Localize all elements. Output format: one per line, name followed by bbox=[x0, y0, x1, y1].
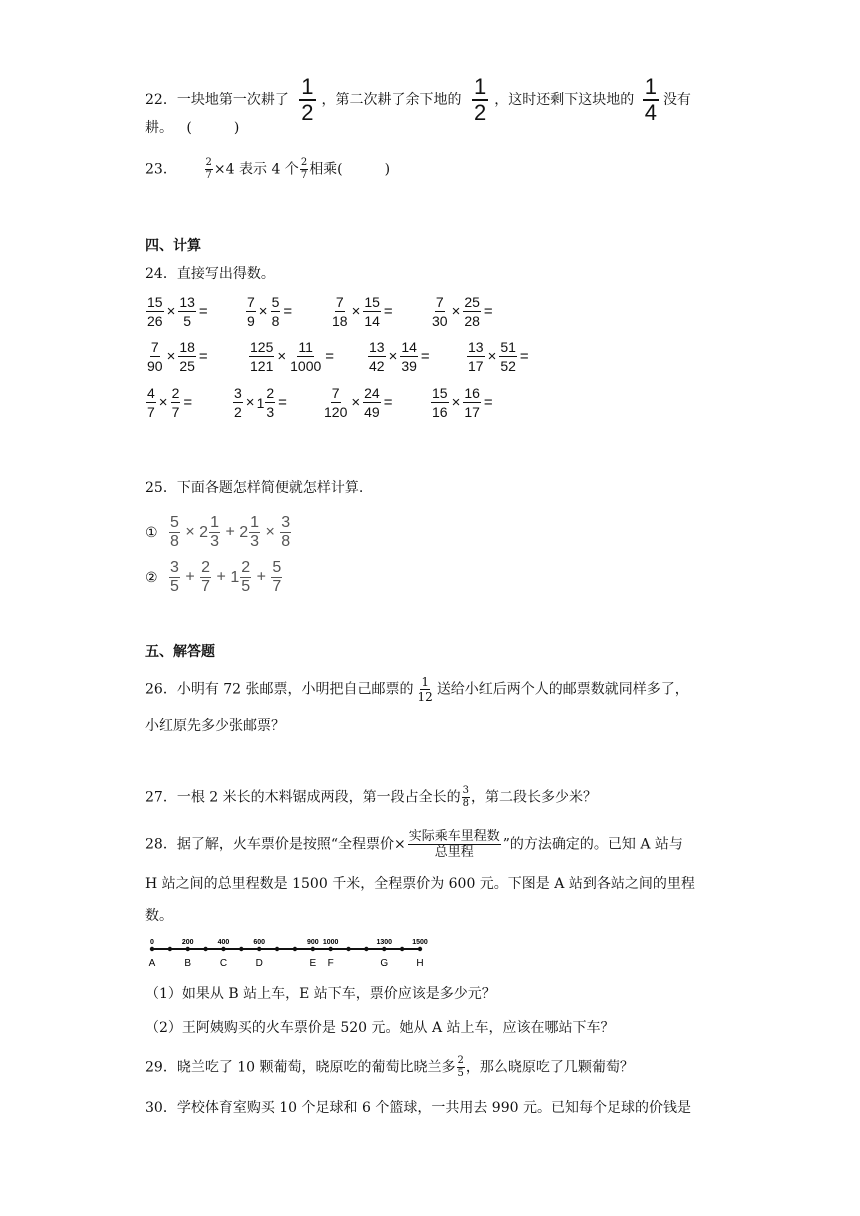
times-sign: × bbox=[351, 303, 361, 320]
q26-text-1: 26．小明有 72 张邮票，小明把自己邮票的 bbox=[145, 681, 414, 698]
q28-text-1: 28．据了解，火车票价是按照“全程票价× bbox=[145, 836, 406, 853]
calc-item bbox=[248, 340, 336, 373]
denominator: 12 bbox=[417, 690, 433, 704]
denominator: 2 bbox=[301, 100, 314, 125]
numerator: 7 bbox=[335, 294, 344, 310]
station-label: F bbox=[327, 958, 334, 969]
numerator: 14 bbox=[401, 339, 417, 355]
numerator: 2 bbox=[266, 385, 275, 401]
q27-text-1: 27．一根 2 米长的木料锯成两段，第一段占全长的 bbox=[145, 789, 461, 806]
times-sign: × bbox=[388, 348, 398, 365]
calc-item bbox=[330, 295, 395, 328]
numerator: 7 bbox=[435, 294, 444, 310]
fraction bbox=[271, 560, 282, 595]
numerator: 1 bbox=[473, 74, 487, 99]
question-22-cont bbox=[145, 118, 239, 138]
fraction bbox=[146, 295, 164, 328]
denominator: 52 bbox=[500, 358, 516, 374]
operator: + bbox=[185, 568, 195, 586]
q22-text-5: 耕。 bbox=[145, 120, 173, 136]
question-number: 23． bbox=[145, 161, 177, 178]
question-27 bbox=[145, 786, 597, 809]
section-heading-4: 四、计算 bbox=[145, 238, 201, 254]
equals-sign: = bbox=[278, 394, 287, 411]
fraction bbox=[280, 515, 291, 550]
whole-part: 1 bbox=[230, 568, 240, 586]
fraction bbox=[205, 158, 213, 181]
fraction bbox=[323, 386, 348, 419]
question-28-sub-1: （1）如果从 B 站上车，E 站下车，票价应该是多少元？ bbox=[145, 986, 496, 1002]
calc-item bbox=[145, 386, 194, 419]
q28-text-2: ”的方法确定的。已知 A 站与 bbox=[502, 836, 683, 853]
denominator: 8 bbox=[271, 313, 280, 329]
denominator: 3 bbox=[266, 404, 275, 420]
station-label: G bbox=[380, 958, 389, 969]
question-23 bbox=[145, 158, 390, 181]
denominator: 30 bbox=[432, 313, 448, 329]
tick-dot bbox=[328, 947, 332, 951]
fraction bbox=[289, 340, 322, 373]
fraction bbox=[463, 386, 481, 419]
numerator: 11 bbox=[298, 339, 313, 355]
calc-item bbox=[430, 386, 495, 419]
station-label: E bbox=[309, 958, 317, 969]
denominator: 4 bbox=[644, 100, 657, 125]
numerator: 3 bbox=[462, 785, 469, 796]
fraction bbox=[240, 560, 251, 595]
numerator: 2 bbox=[205, 157, 212, 168]
answer-blank[interactable]: ( ) bbox=[186, 120, 240, 136]
tick-dot bbox=[293, 947, 297, 951]
tick-dot bbox=[275, 947, 279, 951]
question-29 bbox=[145, 1056, 634, 1079]
numerator: 1 bbox=[210, 514, 219, 531]
fraction bbox=[246, 295, 256, 328]
numerator: 25 bbox=[464, 294, 480, 310]
fraction bbox=[431, 386, 449, 419]
question-26-cont: 小红原先多少张邮票？ bbox=[145, 718, 285, 734]
numerator: 1 bbox=[301, 74, 314, 99]
times-sign: × bbox=[245, 394, 255, 411]
calc-item bbox=[145, 295, 210, 328]
denominator: 120 bbox=[324, 404, 348, 420]
fraction bbox=[146, 386, 156, 419]
tick-dot bbox=[168, 947, 172, 951]
denominator: 7 bbox=[201, 578, 211, 595]
numerator: 2 bbox=[201, 559, 211, 576]
fraction bbox=[178, 295, 196, 328]
station-label: D bbox=[255, 958, 263, 969]
fraction bbox=[472, 76, 488, 124]
equals-sign: = bbox=[483, 303, 493, 320]
q23-text-2: 相乘( ) bbox=[309, 161, 391, 178]
fraction bbox=[200, 560, 211, 595]
question-25-title: 25．下面各题怎样简便就怎样计算. bbox=[145, 480, 364, 496]
numerator: 15 bbox=[147, 294, 163, 310]
denominator: 17 bbox=[468, 358, 484, 374]
numerator: 125 bbox=[250, 339, 274, 355]
denominator: 17 bbox=[464, 404, 480, 420]
km-label: 1300 bbox=[376, 939, 393, 946]
fraction bbox=[331, 295, 349, 328]
calc-item bbox=[430, 295, 495, 328]
denominator: 121 bbox=[250, 358, 274, 374]
denominator: 7 bbox=[147, 404, 155, 420]
fraction bbox=[271, 295, 281, 328]
fraction bbox=[467, 340, 485, 373]
numerator: 18 bbox=[179, 339, 195, 355]
operator: + bbox=[225, 523, 235, 541]
tick-dot bbox=[346, 947, 350, 951]
numerator: 16 bbox=[464, 385, 480, 401]
fraction bbox=[400, 340, 418, 373]
tick-dot bbox=[221, 947, 225, 951]
q29-text-1: 29．晓兰吃了 10 颗葡萄，晓原吃的葡萄比晓兰多 bbox=[145, 1059, 456, 1076]
question-28-line-3: 数。 bbox=[145, 908, 173, 924]
calc-item bbox=[145, 340, 210, 373]
numerator: 1 bbox=[421, 675, 429, 689]
denominator: 7 bbox=[272, 578, 282, 595]
numerator: 2 bbox=[457, 1055, 464, 1066]
item-marker: ② bbox=[145, 569, 158, 586]
tick-dot bbox=[203, 947, 207, 951]
fraction bbox=[643, 76, 659, 124]
fraction bbox=[457, 1056, 465, 1079]
denominator: 5 bbox=[457, 1068, 464, 1079]
numerator: 24 bbox=[364, 385, 380, 401]
numerator: 1 bbox=[644, 74, 657, 99]
fraction bbox=[209, 515, 220, 550]
equals-sign: = bbox=[519, 348, 529, 365]
denominator: 1000 bbox=[290, 358, 322, 374]
fraction bbox=[169, 515, 180, 550]
q26-text-2: 送给小红后两个人的邮票数就同样多了， bbox=[436, 681, 689, 698]
tick-dot bbox=[400, 947, 404, 951]
fraction bbox=[249, 340, 274, 373]
fraction bbox=[146, 340, 164, 373]
operator: + bbox=[256, 568, 266, 586]
q22-text-1: 一块地第一次耕了 bbox=[176, 92, 289, 108]
q22-text-4: 没有 bbox=[662, 92, 691, 108]
denominator: 16 bbox=[432, 404, 448, 420]
q23-text-1: ×4 表示 4 个 bbox=[213, 161, 299, 178]
whole-part: 1 bbox=[256, 394, 265, 411]
denominator: 26 bbox=[147, 313, 163, 329]
tick-dot bbox=[382, 947, 386, 951]
mixed-number bbox=[230, 560, 252, 595]
calc-item bbox=[322, 386, 394, 419]
denominator: 5 bbox=[170, 578, 179, 595]
numerator: 3 bbox=[281, 514, 291, 531]
denominator: 3 bbox=[250, 533, 260, 550]
times-sign: × bbox=[277, 348, 287, 365]
equals-sign: = bbox=[198, 348, 208, 365]
tick-dot bbox=[418, 947, 422, 951]
equals-sign: = bbox=[483, 394, 493, 411]
denominator: 39 bbox=[401, 358, 417, 374]
tick-dot bbox=[186, 947, 190, 951]
calc-item bbox=[245, 295, 294, 328]
fraction bbox=[249, 515, 260, 550]
denominator: 18 bbox=[332, 313, 348, 329]
numerator: 15 bbox=[432, 385, 448, 401]
tick-dot bbox=[239, 947, 243, 951]
equals-sign: = bbox=[420, 348, 430, 365]
denominator: 5 bbox=[183, 313, 192, 329]
tick-dot bbox=[311, 947, 315, 951]
equals-sign: = bbox=[283, 303, 293, 320]
km-label: 1500 bbox=[412, 939, 428, 946]
denominator: 7 bbox=[300, 170, 308, 181]
km-label: 900 bbox=[306, 939, 319, 946]
fraction bbox=[431, 295, 449, 328]
denominator: 28 bbox=[464, 313, 480, 329]
numerator: 7 bbox=[247, 294, 255, 310]
denominator: 25 bbox=[179, 358, 195, 374]
km-label: 200 bbox=[181, 939, 194, 946]
numerator: 15 bbox=[364, 294, 380, 310]
whole-part: 2 bbox=[199, 523, 209, 541]
denominator: 49 bbox=[364, 404, 380, 420]
fraction bbox=[368, 340, 386, 373]
fraction bbox=[363, 295, 381, 328]
numerator: 3 bbox=[170, 559, 179, 576]
station-label: B bbox=[184, 958, 192, 969]
question-26 bbox=[145, 676, 689, 703]
numerator: 13 bbox=[468, 339, 484, 355]
fraction bbox=[169, 560, 180, 595]
times-sign: × bbox=[487, 348, 497, 365]
equals-sign: = bbox=[198, 303, 208, 320]
fraction bbox=[363, 386, 381, 419]
question-28-line-2: H 站之间的总里程数是 1500 千米，全程票价为 600 元。下图是 A 站到各站之间的里程 bbox=[145, 876, 695, 892]
station-label: H bbox=[416, 958, 424, 969]
fraction bbox=[463, 295, 481, 328]
numerator: 1 bbox=[250, 514, 260, 531]
calc-item bbox=[367, 340, 432, 373]
km-label: 400 bbox=[217, 939, 230, 946]
equals-sign: = bbox=[383, 303, 393, 320]
times-sign: × bbox=[451, 394, 461, 411]
equals-sign: = bbox=[183, 394, 193, 411]
fraction bbox=[417, 676, 434, 703]
numerator: 实际乘车里程数 bbox=[408, 829, 500, 844]
question-number: 22． bbox=[145, 92, 177, 108]
denominator: 总里程 bbox=[434, 845, 474, 860]
denominator: 2 bbox=[234, 404, 242, 420]
calc-item bbox=[232, 386, 289, 419]
tick-dot bbox=[257, 947, 261, 951]
numerator: 4 bbox=[147, 385, 155, 401]
q22-text-2: ，第二次耕了余下地的 bbox=[321, 92, 462, 108]
q29-text-2: ，那么晓原吃了几颗葡萄？ bbox=[465, 1059, 634, 1076]
fraction bbox=[408, 830, 501, 859]
question-30: 30．学校体育室购买 10 个足球和 6 个篮球，一共用去 990 元。已知每个足球的价钱是 bbox=[145, 1100, 691, 1116]
numerator: 13 bbox=[369, 339, 385, 355]
question-22 bbox=[145, 76, 691, 124]
denominator: 8 bbox=[281, 533, 291, 550]
denominator: 9 bbox=[247, 313, 255, 329]
tick-dot bbox=[150, 947, 154, 951]
numerator: 2 bbox=[300, 157, 308, 168]
km-label: 0 bbox=[150, 939, 154, 946]
operator: × bbox=[185, 523, 195, 541]
denominator: 8 bbox=[462, 798, 469, 809]
fraction bbox=[265, 386, 275, 419]
numerator: 7 bbox=[331, 385, 340, 401]
fraction bbox=[300, 158, 308, 181]
station-label: A bbox=[148, 958, 156, 969]
denominator: 7 bbox=[205, 170, 212, 181]
section-heading-5: 五、解答题 bbox=[145, 644, 215, 660]
numerator: 3 bbox=[234, 385, 242, 401]
tick-dot bbox=[364, 947, 368, 951]
question-28 bbox=[145, 830, 683, 859]
q27-text-2: ，第二段长多少米？ bbox=[471, 789, 597, 806]
fraction bbox=[233, 386, 243, 419]
mileage-number-line bbox=[143, 936, 443, 972]
question-24-title: 24．直接写出得数。 bbox=[145, 266, 275, 282]
equals-sign: = bbox=[325, 348, 335, 365]
denominator: 3 bbox=[210, 533, 219, 550]
times-sign: × bbox=[158, 394, 168, 411]
numerator: 2 bbox=[241, 559, 251, 576]
expression-1 bbox=[145, 515, 292, 550]
fraction bbox=[178, 340, 196, 373]
fraction bbox=[171, 386, 181, 419]
whole-part: 2 bbox=[239, 523, 249, 541]
expression-2 bbox=[145, 560, 283, 595]
fraction bbox=[462, 786, 470, 809]
times-sign: × bbox=[351, 394, 361, 411]
denominator: 42 bbox=[369, 358, 385, 374]
operator: × bbox=[265, 523, 275, 541]
numerator: 5 bbox=[271, 294, 280, 310]
calc-item bbox=[466, 340, 531, 373]
q22-text-3: ，这时还剩下这块地的 bbox=[494, 92, 635, 108]
fraction bbox=[499, 340, 517, 373]
denominator: 8 bbox=[170, 533, 179, 550]
numerator: 5 bbox=[272, 559, 282, 576]
mixed-number bbox=[199, 515, 221, 550]
fraction bbox=[299, 76, 315, 124]
numerator: 5 bbox=[170, 514, 179, 531]
denominator: 90 bbox=[147, 358, 163, 374]
times-sign: × bbox=[166, 303, 176, 320]
denominator: 14 bbox=[364, 313, 380, 329]
numerator: 7 bbox=[150, 339, 159, 355]
numerator: 13 bbox=[179, 294, 195, 310]
denominator: 5 bbox=[241, 578, 251, 595]
times-sign: × bbox=[166, 348, 176, 365]
times-sign: × bbox=[258, 303, 268, 320]
equals-sign: = bbox=[383, 394, 393, 411]
item-marker: ① bbox=[145, 524, 158, 541]
station-label: C bbox=[219, 958, 228, 969]
km-label: 600 bbox=[253, 939, 266, 946]
denominator: 2 bbox=[473, 100, 487, 125]
operator: + bbox=[216, 568, 226, 586]
denominator: 7 bbox=[171, 404, 180, 420]
numerator: 2 bbox=[171, 385, 180, 401]
km-label: 1000 bbox=[322, 939, 339, 946]
mixed-number bbox=[239, 515, 261, 550]
numerator: 51 bbox=[500, 339, 516, 355]
times-sign: × bbox=[451, 303, 461, 320]
question-28-sub-2: （2）王阿姨购买的火车票价是 520 元。她从 A 站上车，应该在哪站下车？ bbox=[145, 1020, 615, 1036]
